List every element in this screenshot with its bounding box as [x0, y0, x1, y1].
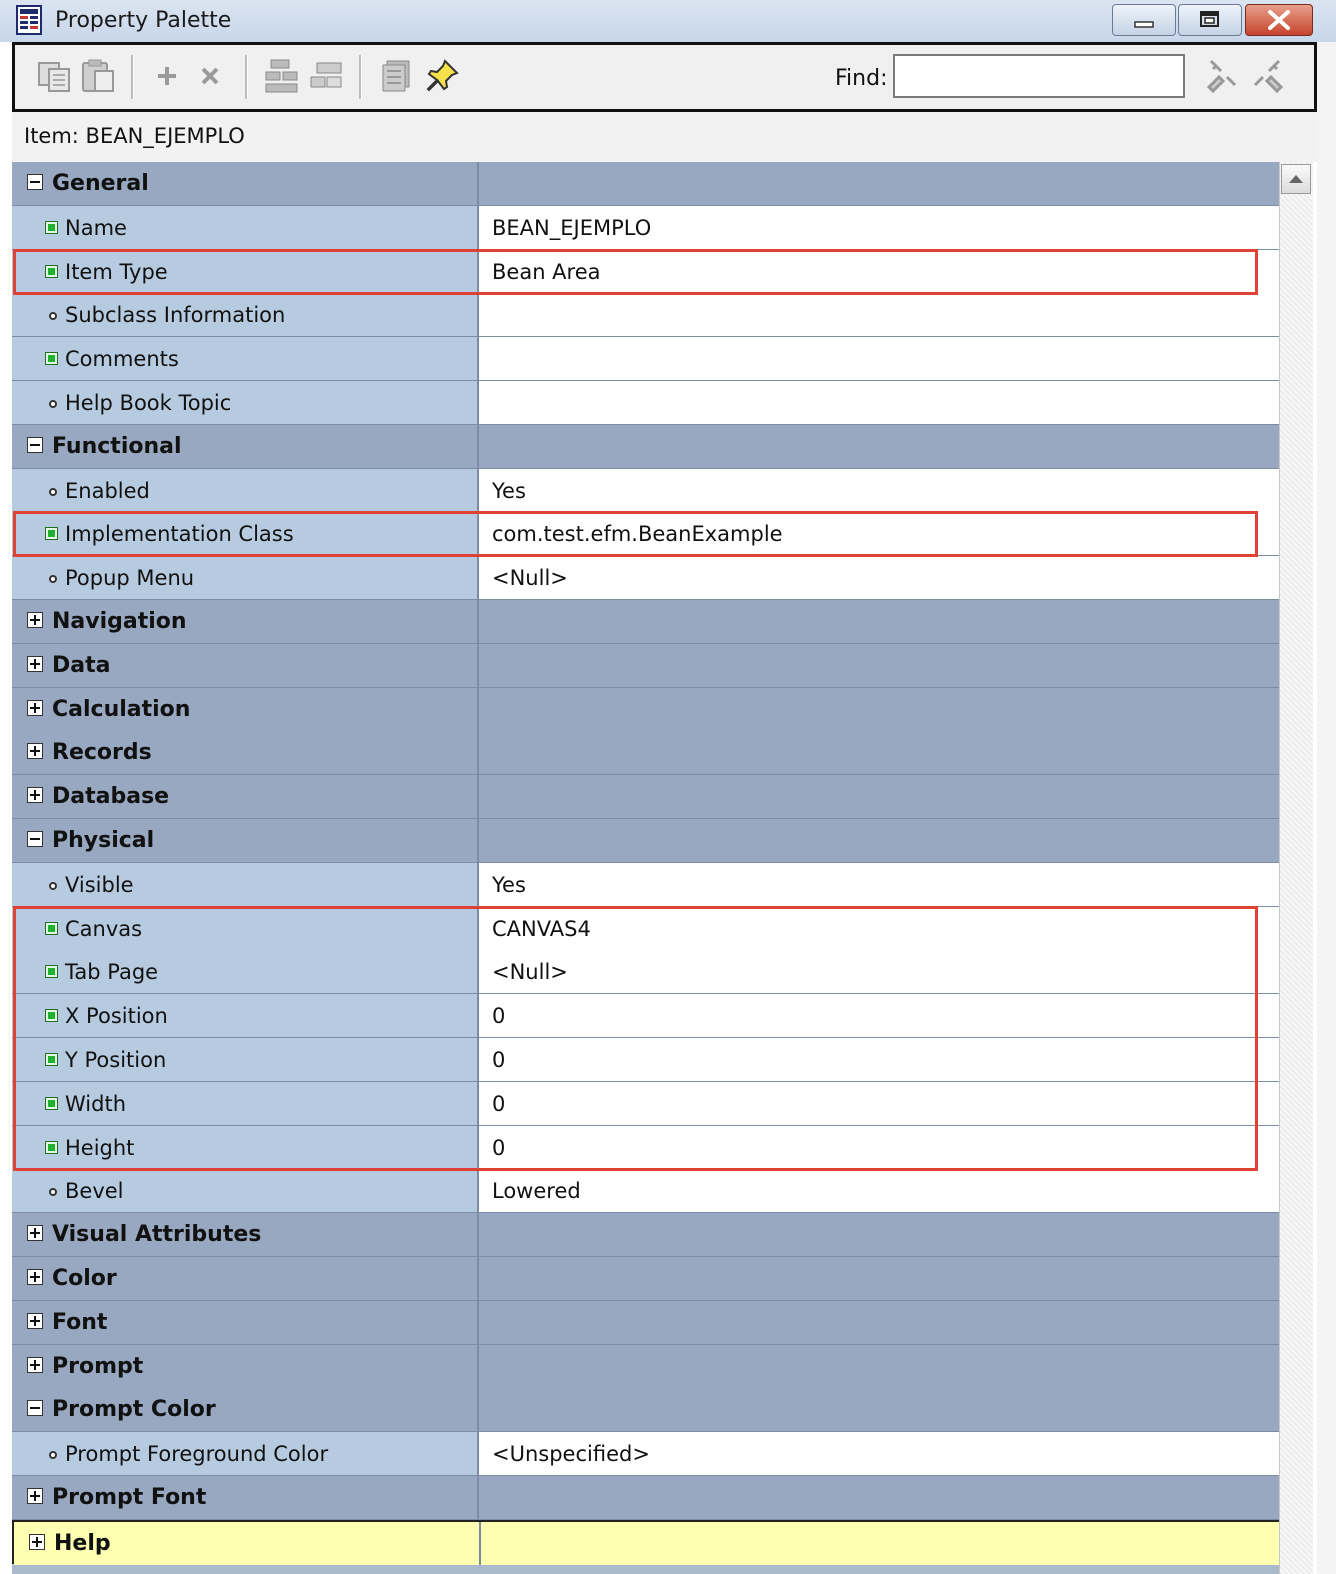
item-label: Item: BEAN_EJEMPLO: [24, 124, 245, 148]
property-value-cell: [479, 775, 1279, 818]
section-row-functional[interactable]: [12, 425, 1279, 469]
property-name-cell[interactable]: [12, 644, 479, 687]
property-value: 0: [492, 1004, 506, 1028]
default-property-icon: [49, 575, 57, 583]
section-label: Visual Attributes: [52, 1222, 262, 1247]
default-property-icon: [49, 488, 57, 496]
section-label: Font: [52, 1310, 108, 1335]
property-value-cell: [479, 644, 1279, 687]
property-name-cell[interactable]: [12, 907, 479, 950]
vertical-scrollbar[interactable]: [1279, 162, 1313, 1574]
property-value: <Null>: [492, 566, 568, 590]
collapse-icon[interactable]: [27, 831, 43, 847]
property-value: 0: [492, 1048, 506, 1072]
property-row-popup-menu[interactable]: [12, 556, 1279, 600]
property-name-cell[interactable]: [12, 1169, 479, 1212]
expand-icon[interactable]: [27, 656, 43, 672]
toolbar-separator: [245, 55, 248, 99]
minimize-button[interactable]: [1112, 4, 1176, 36]
property-name-cell[interactable]: [12, 1345, 479, 1388]
property-name-cell[interactable]: [12, 1213, 479, 1256]
property-value: <Null>: [492, 960, 568, 984]
title-bar: [0, 0, 1336, 42]
property-name-cell[interactable]: [12, 1476, 479, 1519]
property-label: X Position: [65, 1004, 168, 1028]
property-value-cell[interactable]: [479, 337, 1279, 380]
changed-property-icon: [46, 222, 57, 233]
property-value-cell[interactable]: [479, 381, 1279, 424]
expand-icon[interactable]: [27, 612, 43, 628]
property-value-cell: [479, 1213, 1279, 1256]
expand-icon[interactable]: [27, 1225, 43, 1241]
collapse-icon[interactable]: [27, 437, 43, 453]
changed-property-icon: [46, 1142, 57, 1153]
minimize-icon: [1113, 5, 1175, 35]
property-name-cell[interactable]: [12, 1257, 479, 1300]
paste-properties-icon[interactable]: [79, 57, 117, 95]
property-value: Yes: [492, 873, 526, 897]
changed-property-icon: [46, 1054, 57, 1065]
property-label: Subclass Information: [65, 303, 286, 327]
property-label: Visible: [65, 873, 134, 897]
property-value-cell[interactable]: [479, 950, 1279, 993]
property-label: Bevel: [65, 1179, 124, 1203]
property-value-cell: [479, 1257, 1279, 1300]
property-value-cell[interactable]: [479, 907, 1279, 950]
property-name-cell[interactable]: [12, 994, 479, 1037]
property-value: Lowered: [492, 1179, 581, 1203]
section-label: Prompt Font: [52, 1485, 207, 1510]
section-row-prompt-color[interactable]: [12, 1388, 1279, 1432]
property-row-name[interactable]: [12, 206, 1279, 250]
property-name-cell[interactable]: [12, 381, 479, 424]
property-row-help-book-topic[interactable]: [12, 381, 1279, 425]
property-row-comments[interactable]: [12, 337, 1279, 381]
section-label: Physical: [52, 828, 155, 853]
property-row-implementation-class[interactable]: [12, 512, 1279, 556]
property-value-cell: [479, 1345, 1279, 1388]
section-row-database[interactable]: [12, 775, 1279, 819]
default-property-icon: [49, 400, 57, 408]
property-name-cell[interactable]: [12, 162, 479, 205]
property-row-height[interactable]: [12, 1126, 1279, 1170]
property-label: Canvas: [65, 917, 143, 941]
property-row-enabled[interactable]: [12, 469, 1279, 513]
property-value: CANVAS4: [492, 917, 591, 941]
window-edge: [1317, 42, 1336, 1574]
section-label: Navigation: [52, 609, 187, 634]
expand-icon[interactable]: [27, 787, 43, 803]
close-icon: [1246, 5, 1312, 35]
property-name-cell[interactable]: [14, 1522, 481, 1565]
find-previous-icon[interactable]: [1249, 57, 1287, 95]
section-row-general[interactable]: [12, 162, 1279, 206]
property-name-cell[interactable]: [12, 556, 479, 599]
property-value-cell[interactable]: [479, 863, 1279, 906]
section-row-color[interactable]: [12, 1257, 1279, 1301]
property-row-y-position[interactable]: [12, 1038, 1279, 1082]
find-label: Find:: [835, 66, 888, 91]
expand-icon[interactable]: [27, 700, 43, 716]
property-name-cell[interactable]: [12, 206, 479, 249]
add-property-icon[interactable]: [148, 57, 186, 95]
item-header: [12, 112, 1317, 162]
expand-icon[interactable]: [29, 1534, 45, 1550]
expand-icon[interactable]: [27, 1313, 43, 1329]
section-label: General: [52, 171, 149, 196]
property-value-cell[interactable]: [479, 1126, 1279, 1169]
property-name-cell[interactable]: [12, 293, 479, 336]
toolbar-separator: [359, 55, 362, 99]
property-name-cell[interactable]: [12, 512, 479, 555]
property-row-tab-page[interactable]: [12, 950, 1279, 994]
section-label: Prompt Color: [52, 1397, 216, 1422]
section-label: Calculation: [52, 697, 191, 722]
restore-button[interactable]: [1178, 4, 1242, 36]
property-row-bevel[interactable]: [12, 1169, 1279, 1213]
property-label: Prompt Foreground Color: [65, 1442, 329, 1466]
property-value-cell[interactable]: [479, 512, 1279, 555]
section-label: Database: [52, 784, 170, 809]
expand-icon[interactable]: [27, 1357, 43, 1373]
changed-property-icon: [46, 966, 57, 977]
changed-property-icon: [46, 923, 57, 934]
property-label: Comments: [65, 347, 179, 371]
expand-icon[interactable]: [27, 1488, 43, 1504]
property-name-cell[interactable]: [12, 1301, 479, 1344]
property-value-cell[interactable]: [479, 556, 1279, 599]
changed-property-icon: [46, 353, 57, 364]
property-value: Yes: [492, 479, 526, 503]
property-value-cell[interactable]: [479, 1082, 1279, 1125]
property-value-cell: [479, 1476, 1279, 1519]
inherit-icon[interactable]: [377, 57, 415, 95]
property-label: Implementation Class: [65, 522, 294, 546]
section-label: Data: [52, 653, 111, 678]
section-label: Functional: [52, 434, 182, 459]
section-label: Prompt: [52, 1354, 144, 1379]
property-row-visible[interactable]: [12, 863, 1279, 907]
section-row-navigation[interactable]: [12, 600, 1279, 644]
collapse-icon[interactable]: [27, 1400, 43, 1416]
property-palette-app-icon: [16, 5, 42, 35]
property-value: BEAN_EJEMPLO: [492, 216, 652, 240]
property-row-x-position[interactable]: [12, 994, 1279, 1038]
property-label: Name: [65, 216, 127, 240]
property-value-cell: [479, 731, 1279, 774]
property-value-cell[interactable]: [479, 1169, 1279, 1212]
property-name-cell[interactable]: [12, 1432, 479, 1475]
section-label: Color: [52, 1266, 117, 1291]
find-next-icon[interactable]: [1203, 57, 1241, 95]
property-name-cell[interactable]: [12, 600, 479, 643]
property-name-cell[interactable]: [12, 1126, 479, 1169]
property-label: Help Book Topic: [65, 391, 232, 415]
section-row-font[interactable]: [12, 1301, 1279, 1345]
property-name-cell[interactable]: [12, 425, 479, 468]
default-property-icon: [49, 1188, 57, 1196]
section-row-prompt[interactable]: [12, 1345, 1279, 1389]
property-label: Popup Menu: [65, 566, 195, 590]
pin-icon[interactable]: [423, 57, 461, 95]
property-label: Enabled: [65, 479, 150, 503]
property-value-cell: [479, 688, 1279, 731]
changed-property-icon: [46, 528, 57, 539]
property-value-cell: [479, 425, 1279, 468]
property-value-cell[interactable]: [479, 469, 1279, 512]
property-row-item-type[interactable]: [12, 250, 1279, 294]
property-label: Item Type: [65, 260, 168, 284]
copy-properties-icon[interactable]: [35, 57, 73, 95]
property-value: 0: [492, 1092, 506, 1116]
property-value-cell[interactable]: [479, 293, 1279, 336]
find-input[interactable]: [893, 54, 1185, 98]
property-name-cell[interactable]: [12, 863, 479, 906]
property-value-cell[interactable]: [479, 250, 1279, 293]
expand-icon[interactable]: [27, 1269, 43, 1285]
collapse-icon[interactable]: [27, 174, 43, 190]
section-row-help[interactable]: [12, 1520, 1279, 1564]
property-value-cell: [479, 819, 1279, 862]
property-row-canvas[interactable]: [12, 907, 1279, 951]
property-row-subclass-information[interactable]: [12, 293, 1279, 337]
default-property-icon: [49, 1451, 57, 1459]
property-value: Bean Area: [492, 260, 601, 284]
changed-property-icon: [46, 266, 57, 277]
section-row-visual-attributes[interactable]: [12, 1213, 1279, 1257]
property-name-cell[interactable]: [12, 1038, 479, 1081]
section-row-physical[interactable]: [12, 819, 1279, 863]
default-property-icon: [49, 312, 57, 320]
property-name-cell[interactable]: [12, 688, 479, 731]
property-value-cell: [479, 600, 1279, 643]
changed-property-icon: [46, 1010, 57, 1021]
section-label: Records: [52, 740, 152, 765]
property-value-cell: [479, 1388, 1279, 1431]
restore-icon: [1179, 5, 1241, 35]
changed-property-icon: [46, 1098, 57, 1109]
property-name-cell[interactable]: [12, 1082, 479, 1125]
section-label: Help: [54, 1531, 111, 1556]
toolbar: [15, 45, 1314, 109]
union-icon[interactable]: [263, 57, 301, 95]
property-row-prompt-foreground-color[interactable]: [12, 1432, 1279, 1476]
property-value-cell: [479, 162, 1279, 205]
property-name-cell[interactable]: [12, 1388, 479, 1431]
property-label: Y Position: [65, 1048, 167, 1072]
property-grid: [12, 162, 1279, 1574]
property-name-cell[interactable]: [12, 731, 479, 774]
property-value-cell[interactable]: [479, 1038, 1279, 1081]
window-title: Property Palette: [55, 8, 232, 33]
property-label: Height: [65, 1136, 135, 1160]
property-name-cell[interactable]: [12, 250, 479, 293]
scroll-up-button[interactable]: [1281, 164, 1311, 194]
section-row-records[interactable]: [12, 731, 1279, 775]
default-property-icon: [49, 882, 57, 890]
property-name-cell[interactable]: [12, 775, 479, 818]
close-button[interactable]: [1245, 4, 1313, 36]
property-value: com.test.efm.BeanExample: [492, 522, 783, 546]
toolbar-separator: [131, 55, 134, 99]
property-value-cell[interactable]: [479, 206, 1279, 249]
section-row-calculation[interactable]: [12, 688, 1279, 732]
property-name-cell[interactable]: [12, 819, 479, 862]
property-label: Width: [65, 1092, 127, 1116]
section-row-prompt-font[interactable]: [12, 1476, 1279, 1520]
property-value-cell: [481, 1522, 1281, 1565]
property-label: Tab Page: [65, 960, 159, 984]
property-value-cell: [479, 1301, 1279, 1344]
property-value-cell[interactable]: [479, 1432, 1279, 1475]
property-name-cell[interactable]: [12, 950, 479, 993]
property-value: 0: [492, 1136, 506, 1160]
property-value-cell[interactable]: [479, 994, 1279, 1037]
property-value: <Unspecified>: [492, 1442, 650, 1466]
delete-property-icon[interactable]: [191, 57, 229, 95]
expand-icon[interactable]: [27, 743, 43, 759]
property-row-width[interactable]: [12, 1082, 1279, 1126]
intersection-icon[interactable]: [307, 57, 345, 95]
property-name-cell[interactable]: [12, 469, 479, 512]
section-row-data[interactable]: [12, 644, 1279, 688]
arrow-up-icon: [1282, 165, 1310, 193]
property-name-cell[interactable]: [12, 337, 479, 380]
